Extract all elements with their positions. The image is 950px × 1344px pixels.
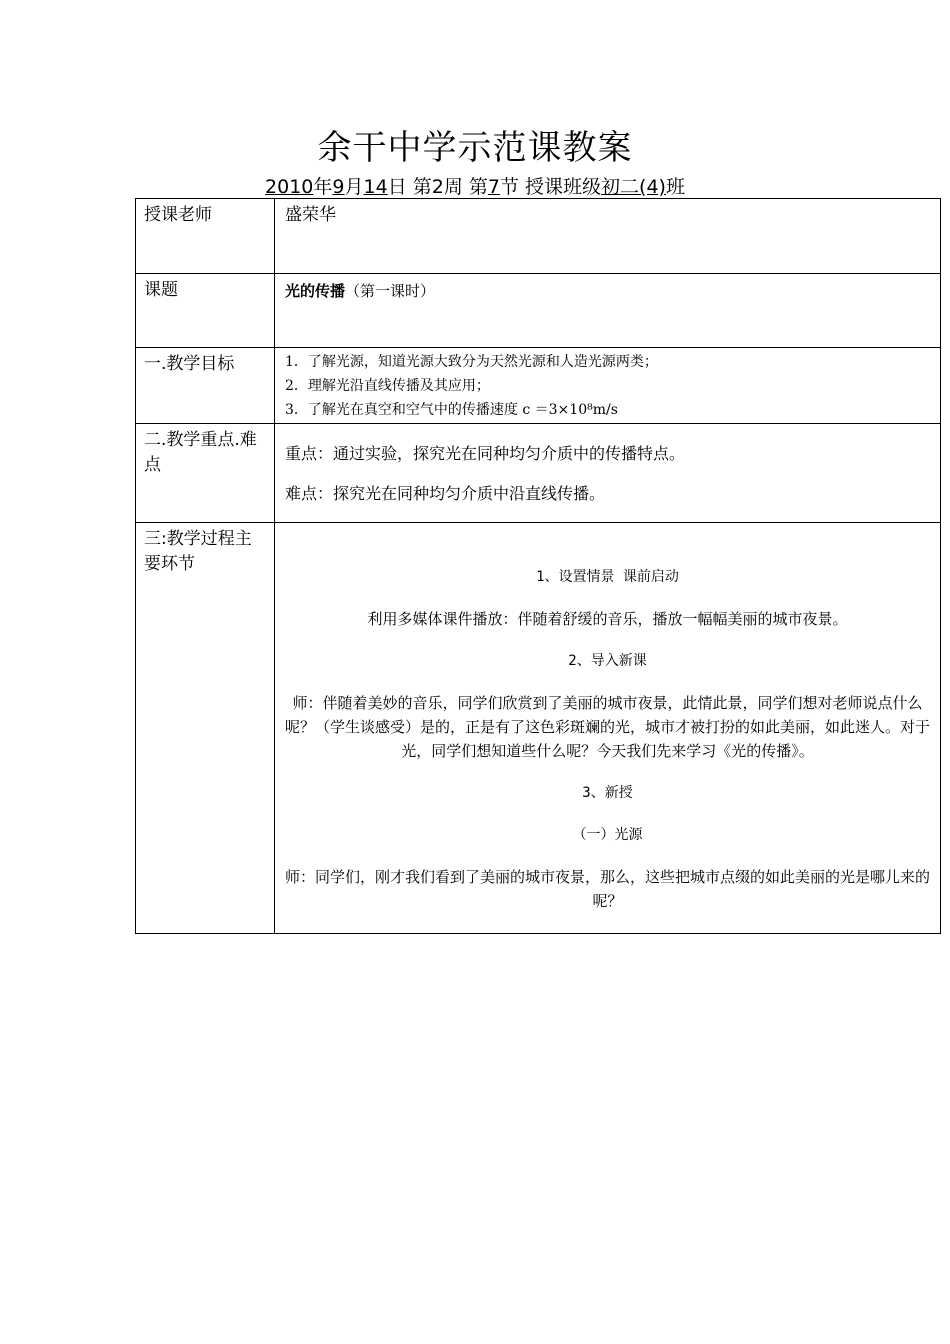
month-label: 月 (344, 176, 364, 198)
class-name: 初二(4) (601, 176, 666, 198)
day: 14 (363, 176, 388, 198)
lesson-info-line (0, 174, 950, 200)
goals-row (136, 348, 941, 424)
day-label: 日 第 (387, 176, 432, 198)
topic-title: 光的传播 (285, 282, 346, 300)
topic-row (136, 274, 941, 348)
teacher-label: 授课老师 (136, 199, 275, 274)
process-label: 三:教学过程主要环节 (136, 523, 275, 934)
month: 9 (332, 176, 345, 198)
topic-text (275, 274, 940, 302)
year-label: 年 (313, 176, 333, 198)
teacher-row (136, 199, 941, 274)
keys-label: 二.教学重点.难点 (136, 424, 275, 523)
section-heading: 2、导入新课 (568, 653, 647, 669)
goals-list (275, 348, 940, 422)
keys-cell (275, 424, 941, 523)
paragraph: 利用多媒体课件播放：伴随着舒缓的音乐，播放一幅幅美丽的城市夜景。 (367, 610, 848, 628)
teacher-name: 盛荣华 (285, 205, 336, 225)
section-heading: 1、设置情景 课前启动 (536, 569, 679, 585)
period: 7 (487, 176, 500, 198)
section-heading: （一）光源 (572, 827, 643, 843)
process-cell (275, 523, 941, 934)
week: 2 (431, 176, 444, 198)
class-suffix: 班 (665, 176, 685, 198)
goals-label: 一.教学目标 (136, 348, 275, 424)
topic-cell (275, 274, 941, 348)
process-row (136, 523, 941, 934)
goal-item: 3．了解光在真空和空气中的传播速度 c ＝3×10⁸m/s (285, 402, 618, 418)
section-heading: 3、新授 (582, 785, 633, 801)
difficulty-point: 难点：探究光在同种均匀介质中沿直线传播。 (285, 484, 606, 503)
topic-suffix: （第一课时） (345, 282, 436, 300)
goal-item: 1．了解光源，知道光源大致分为天然光源和人造光源两类； (285, 354, 658, 370)
goals-cell (275, 348, 941, 424)
paragraph: 师：同学们，刚才我们看到了美丽的城市夜景，那么，这些把城市点缀的如此美丽的光是哪儿来的呢？ (284, 868, 930, 910)
lesson-plan-table (135, 198, 941, 934)
process-text (275, 523, 940, 913)
topic-label: 课题 (136, 274, 275, 348)
goal-item: 2．理解光沿直线传播及其应用； (285, 378, 490, 394)
year: 2010 (265, 176, 314, 198)
document-title: 余干中学示范课教案 (317, 128, 633, 168)
keys-row (136, 424, 941, 523)
paragraph: 师：伴随着美妙的音乐，同学们欣赏到了美丽的城市夜景，此情此景，同学们想对老师说点什么呢？（学生谈感受）是的，正是有了这色彩斑斓的光，城市才被打扮的如此美丽，如此迷人。对于光，同学们想知道些什么呢？今天我们先来学习《光的传播》。 (284, 694, 930, 760)
teacher-cell (275, 199, 941, 274)
period-label: 节 授课班级 (499, 176, 602, 198)
key-point: 重点：通过实验，探究光在同种均匀介质中的传播特点。 (285, 444, 686, 463)
week-label: 周 第 (443, 176, 488, 198)
keys-text (275, 424, 940, 506)
